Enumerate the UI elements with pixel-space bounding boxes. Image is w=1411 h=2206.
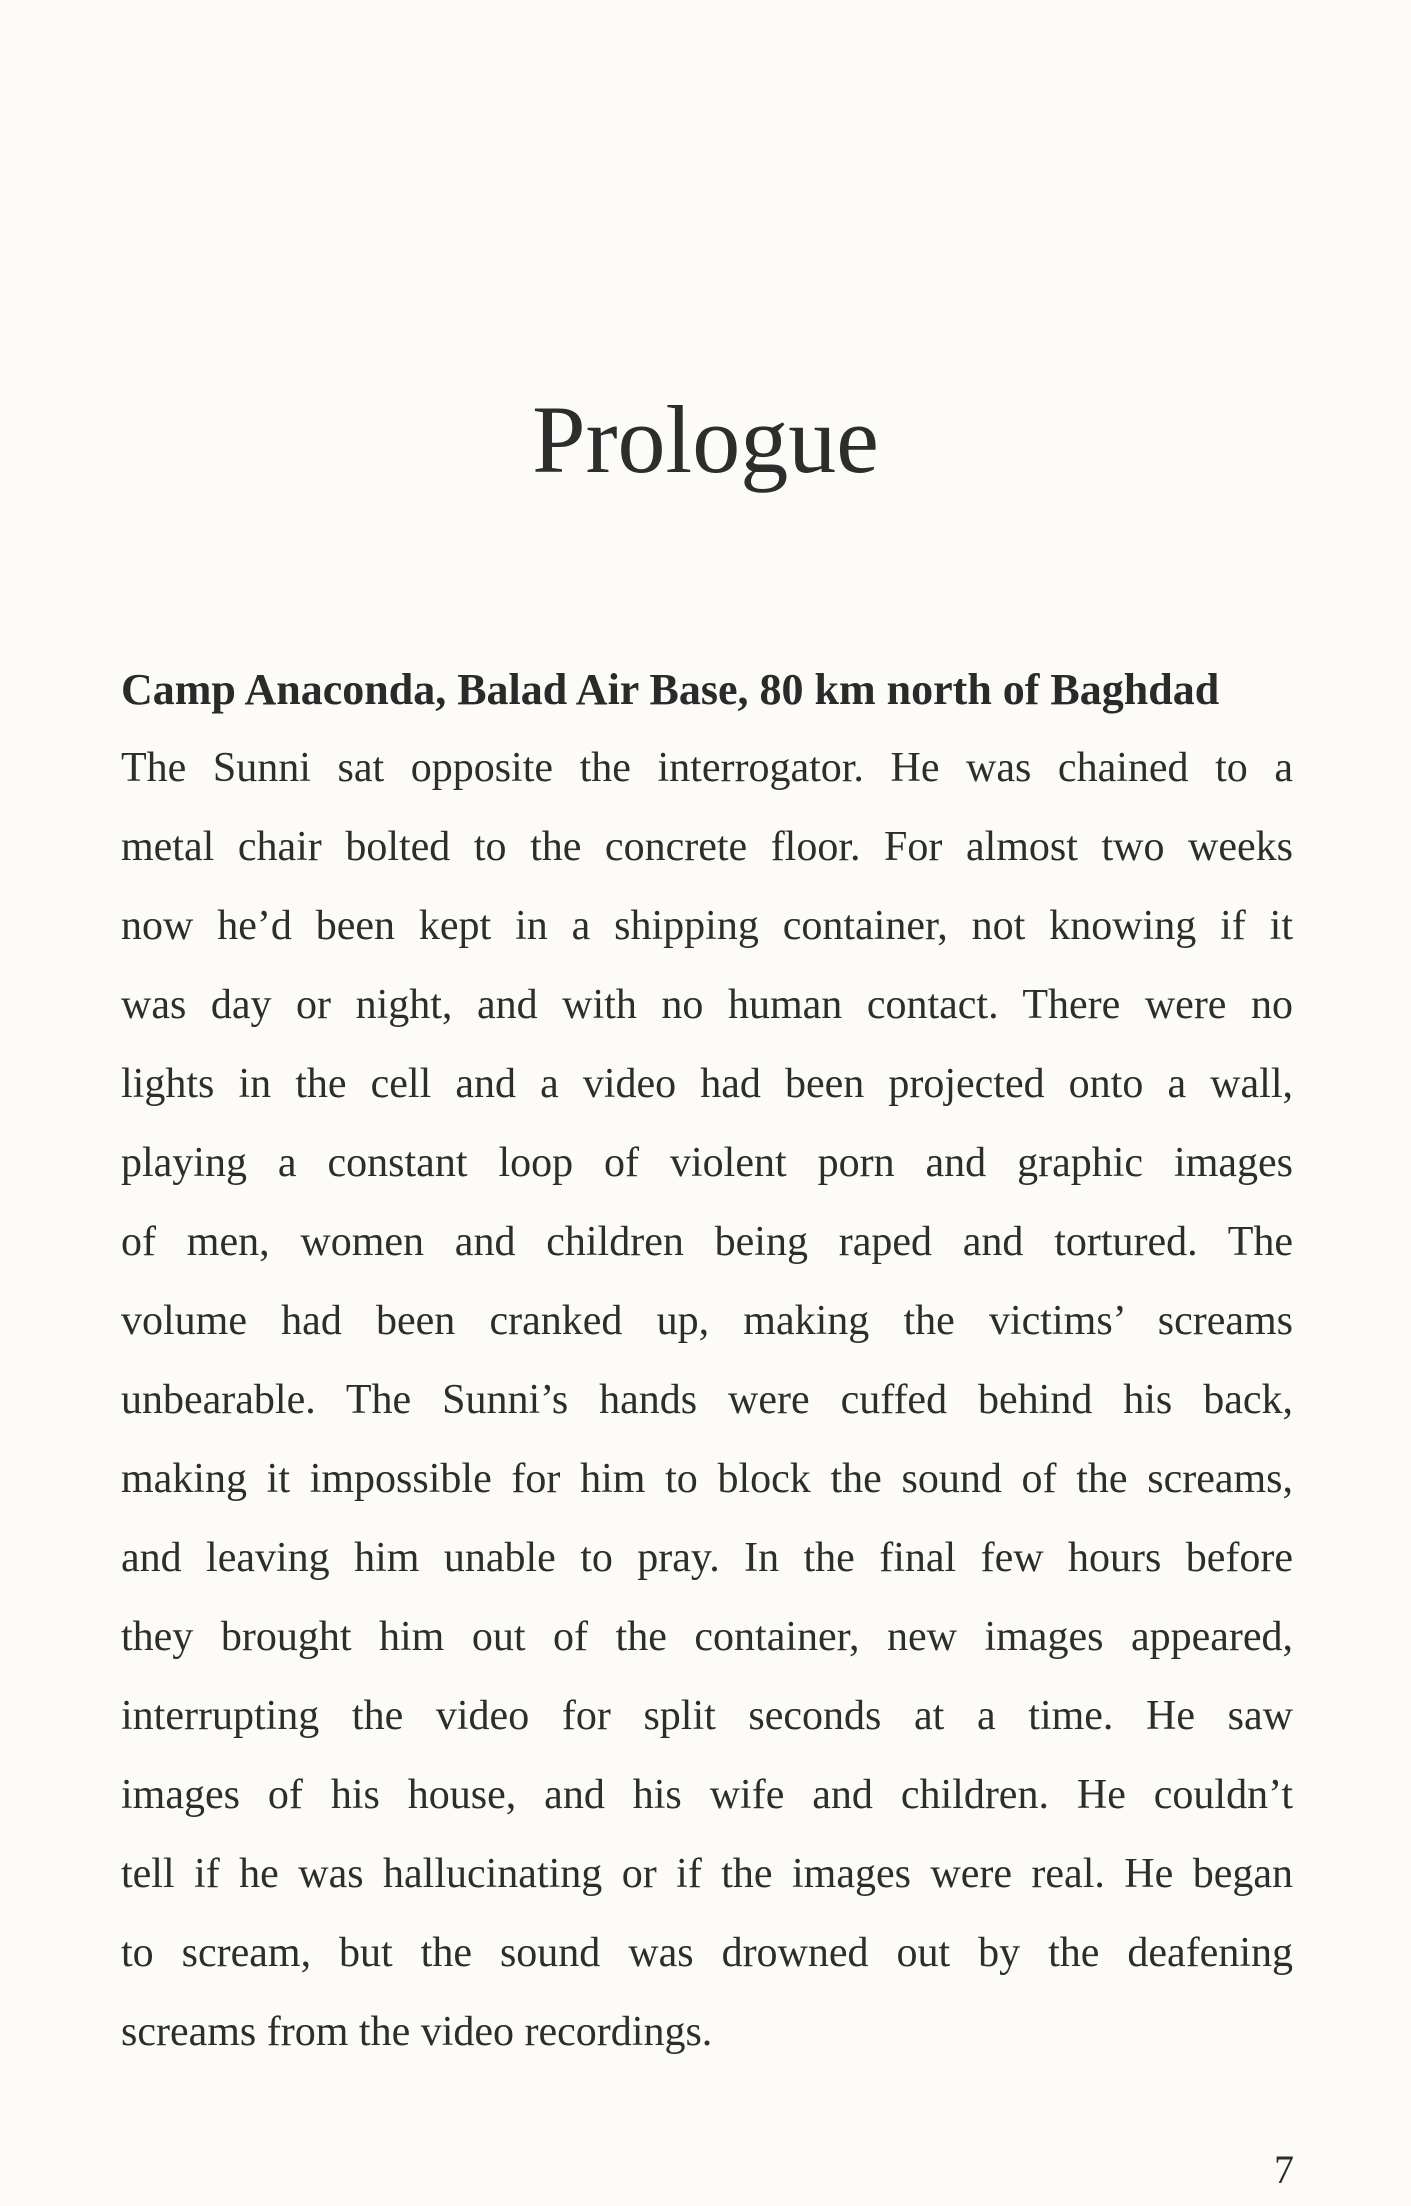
- body-paragraph: [121, 729, 1293, 2072]
- page-number: 7: [1274, 2147, 1294, 2192]
- body-line: images of his house, and his wife and children. He couldn’t: [121, 1772, 1293, 1818]
- body-line: metal chair bolted to the concrete floor. For almost two weeks: [121, 824, 1293, 870]
- body-line: was day or night, and with no human contact. There were no: [121, 982, 1293, 1028]
- body-line: volume had been cranked up, making the victims’ screams: [121, 1298, 1293, 1344]
- chapter-title: Prologue: [532, 386, 879, 493]
- body-line: The Sunni sat opposite the interrogator. He was chained to a: [121, 745, 1293, 791]
- body-line: playing a constant loop of violent porn and graphic images: [121, 1140, 1293, 1186]
- body-line: tell if he was hallucinating or if the images were real. He began: [121, 1851, 1293, 1897]
- body-line: of men, women and children being raped and tortured. The: [121, 1219, 1293, 1265]
- body-line: now he’d been kept in a shipping container, not knowing if it: [121, 903, 1293, 949]
- body-line: and leaving him unable to pray. In the final few hours before: [121, 1535, 1293, 1581]
- location-heading: Camp Anaconda, Balad Air Base, 80 km north of Baghdad: [121, 665, 1220, 714]
- body-line: they brought him out of the container, new images appeared,: [121, 1614, 1293, 1660]
- chapter-text: [121, 650, 1293, 2072]
- body-line: lights in the cell and a video had been projected onto a wall,: [121, 1061, 1293, 1107]
- body-line: making it impossible for him to block the sound of the screams,: [121, 1456, 1293, 1502]
- body-line: to scream, but the sound was drowned out by the deafening: [121, 1930, 1293, 1976]
- body-line: interrupting the video for split seconds at a time. He saw: [121, 1693, 1293, 1739]
- body-line: unbearable. The Sunni’s hands were cuffed behind his back,: [121, 1377, 1293, 1423]
- body-line: screams from the video recordings.: [121, 2009, 713, 2055]
